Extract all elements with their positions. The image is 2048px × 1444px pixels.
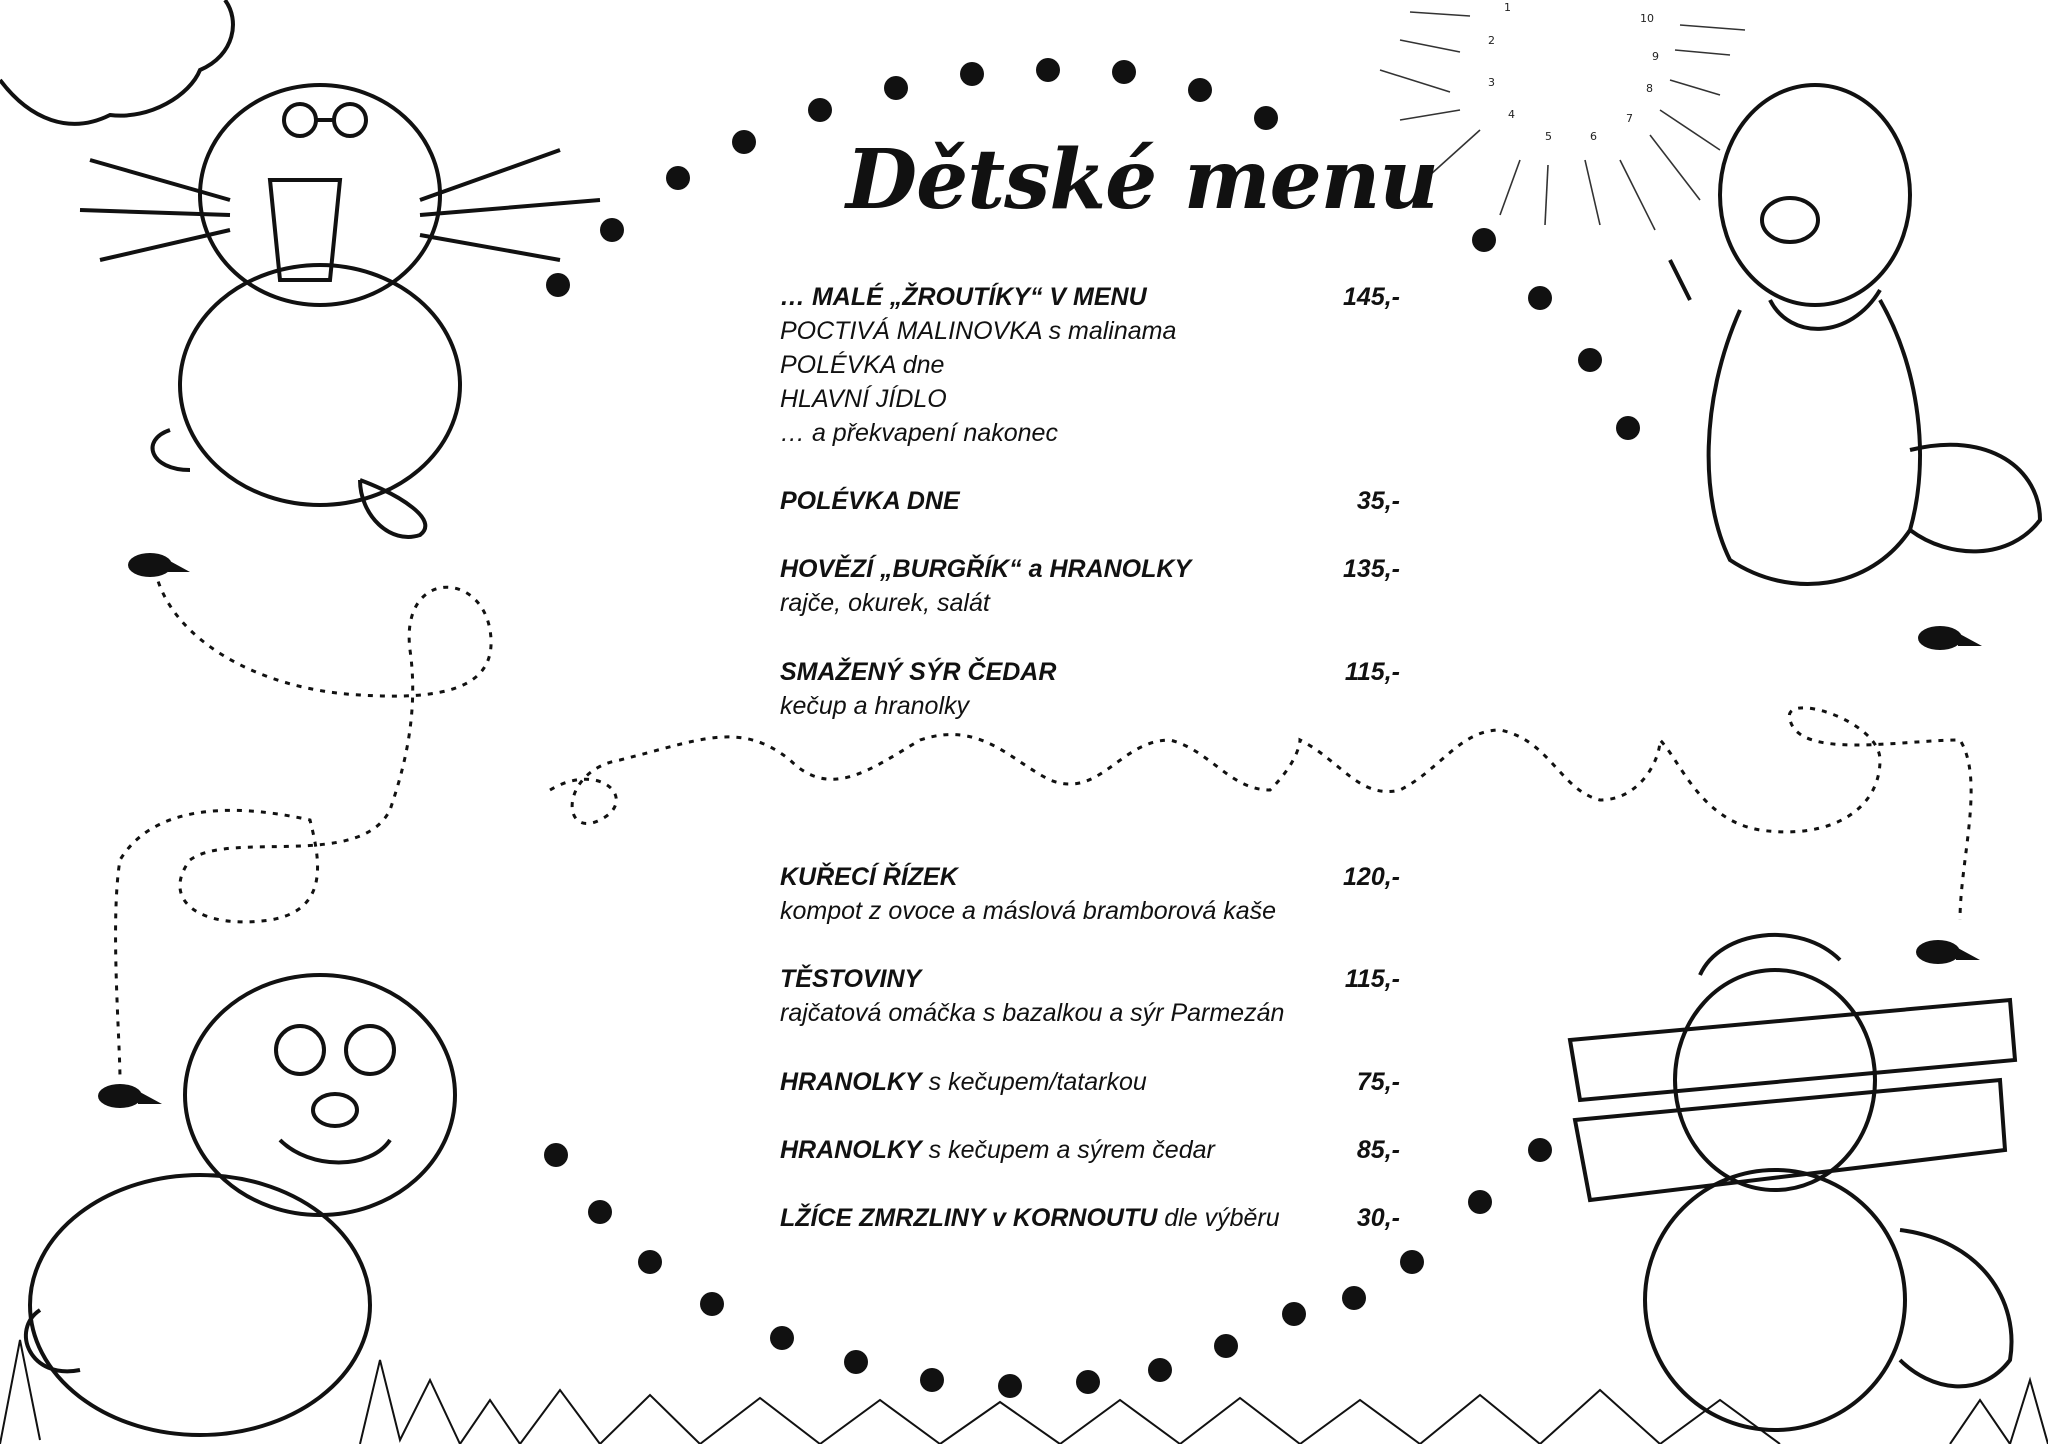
menu-item-price: 115,-	[1344, 658, 1400, 686]
menu-item-description: rajče, okurek, salát	[780, 589, 990, 617]
sun-number: 1	[1504, 1, 1511, 14]
sun-number: 8	[1646, 82, 1653, 95]
menu-item-price: 115,-	[1344, 965, 1400, 993]
menu-item-name: … MALÉ „ŽROUTÍKY“ V MENU	[780, 283, 1147, 311]
sun-number: 3	[1488, 76, 1495, 89]
menu-item-price: 135,-	[1343, 555, 1400, 583]
menu-item	[780, 1201, 1400, 1235]
menu-item-price: 120,-	[1343, 863, 1400, 891]
sun-number: 6	[1590, 130, 1597, 143]
hamster-holding-belly-illustration	[26, 975, 455, 1435]
menu-item-header	[780, 280, 1400, 314]
menu-item	[780, 655, 1400, 723]
menu-item-suffix: dle výběru	[1157, 1204, 1280, 1232]
menu-item-price: 85,-	[1356, 1136, 1400, 1164]
sun-number: 5	[1545, 130, 1552, 143]
menu-item-description: kečup a hranolky	[780, 692, 970, 720]
menu-item-header	[780, 962, 1400, 996]
menu-item	[780, 484, 1400, 518]
menu-item-name: POLÉVKA DNE	[780, 487, 960, 515]
menu-item-description: HLAVNÍ JÍDLO	[780, 385, 947, 413]
menu-item	[780, 1065, 1400, 1099]
menu-item-description: POCTIVÁ MALINOVKA s malinama	[780, 317, 1177, 345]
sun-number: 7	[1626, 112, 1633, 125]
cloud-outline	[0, 0, 233, 124]
menu-item-name: HRANOLKY	[780, 1136, 922, 1164]
menu-item-price: 35,-	[1356, 487, 1400, 515]
page-title: Dětské menu	[846, 132, 1439, 228]
sun-numbers	[1488, 1, 1659, 143]
menu-item-description: kompot z ovoce a máslová bramborová kaše	[780, 897, 1277, 925]
menu-item-header	[780, 860, 1400, 894]
menu-item-price: 75,-	[1356, 1068, 1400, 1096]
menu-item	[780, 1133, 1400, 1167]
menu-item-name: HOVĚZÍ „BURGŘÍK“ a HRANOLKY	[780, 555, 1192, 583]
menu-item-name: HRANOLKY	[780, 1068, 922, 1096]
sun-number: 2	[1488, 34, 1495, 47]
menu-item-header	[780, 1201, 1400, 1235]
grass-outline	[0, 1340, 2048, 1444]
sun-number: 10	[1640, 12, 1654, 25]
menu-item-suffix: s kečupem a sýrem čedar	[921, 1136, 1215, 1164]
hamster-with-glasses-illustration	[80, 85, 600, 537]
menu-item-name: SMAŽENÝ SÝR ČEDAR	[780, 658, 1057, 686]
beaver-with-helmet-and-planks-illustration	[1570, 935, 2015, 1430]
beaver-pointing-illustration	[1670, 85, 2040, 584]
menu-item-description: POLÉVKA dne	[780, 351, 945, 379]
menu-item-description: … a překvapení nakonec	[780, 419, 1058, 447]
menu-item	[780, 552, 1400, 620]
menu-item	[780, 860, 1400, 928]
menu-item	[780, 280, 1400, 450]
dot-border	[544, 58, 1640, 1398]
menu-item-name: LŽÍCE ZMRZLINY v KORNOUTU	[780, 1204, 1158, 1232]
menu-item-name: TĚSTOVINY	[780, 965, 922, 993]
menu-item-header	[780, 484, 1400, 518]
menu-item-header	[780, 1133, 1400, 1167]
menu-item-suffix: s kečupem/tatarkou	[921, 1068, 1147, 1096]
sun-number: 9	[1652, 50, 1659, 63]
menu-item-header	[780, 655, 1400, 689]
menu-item-price: 30,-	[1356, 1204, 1400, 1232]
menu-item-name: KUŘECÍ ŘÍZEK	[780, 863, 958, 891]
menu-item	[780, 962, 1400, 1030]
menu-item-header	[780, 1065, 1400, 1099]
menu-item-price: 145,-	[1343, 283, 1400, 311]
menu-item-description: rajčatová omáčka s bazalkou a sýr Parmezán	[780, 999, 1285, 1027]
menu-item-header	[780, 552, 1400, 586]
sun-number: 4	[1508, 108, 1515, 121]
